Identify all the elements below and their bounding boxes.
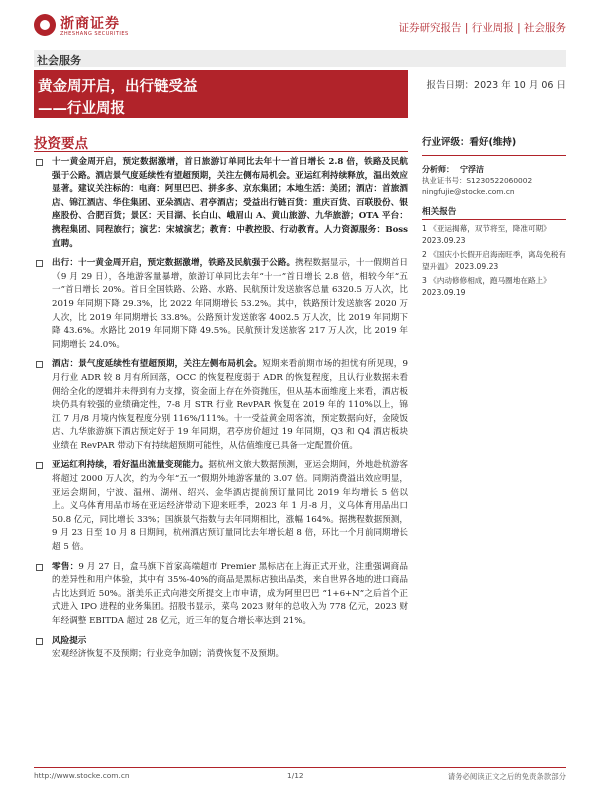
bullet-bold: 零售： (52, 561, 79, 572)
bullet-bold: 酒店：景气度延续性有望超预期，关注左侧布局机会。 (52, 359, 263, 370)
report-date: 报告日期：2023 年 10 月 06 日 (426, 80, 566, 91)
company-logo-icon (34, 14, 56, 36)
bullet-bold: 风险提示 (52, 635, 87, 646)
page-number: 1/12 (287, 771, 304, 780)
title-band (34, 70, 408, 118)
bullet-summary (34, 156, 408, 251)
bullet-bold: 亚运红利持续，看好温出流量变现能力。 (52, 460, 209, 471)
analyst-cert: 执业证书号：S1230522060002 (422, 176, 533, 185)
footer-website[interactable]: http://www.stocke.com.cn (34, 771, 130, 780)
footer-divider (34, 767, 566, 768)
section-title: 投资要点 (34, 136, 88, 152)
bullet-box-icon (36, 361, 43, 368)
bullet-retail (34, 561, 408, 629)
bullet-bold: 十一黄金周开启，预定数据激增，首日旅游订单同比去年十一首日增长 2.8 倍，铁路及民航强于公路。酒店景气度延续性有望超预期，关注左侧布局机会。亚运红利持续释放，温出效应显著。建议关注标的：电商：阿里巴巴、拼多多、京东集团；本地生活：美团；酒店：首旅酒店、锦江酒店、华住集团、亚朵酒店、君亭酒店；受益出行链百货：重庆百货、百联股份、银座股份、合肥百货；景区：天目湖、长白山、峨眉山 A、黄山旅游、九华旅游；OTA 平台：携程集团、同程旅行；演艺：宋城演艺；教育：中教控股、行动教育。人力资源服务：Boss 直聘。 (52, 157, 408, 249)
bullet-text: 宏观经济恢复不及预期；行业竞争加剧；消费恢复不及预期。 (52, 649, 285, 660)
section-heading (34, 130, 408, 152)
bullet-text: 短期来看前期市场的担忧有所见现，9 月行业 ADR 较 8 月有所回落，OCC 的恢复程度弱于 ADR 的恢复程度，且认行业数据未看佣给全化的逻辑并未得到有力支撑，资金面上存在外资抛压，但从基本面维度上来看，酒店板块仍具有较强的业绩确定性，7-8 月 STR 行业 RevPAR 恢复在 2019 年的 110%以上，锦江 7 月/8 月境内恢复程度分别 116%/111%。十一受益黄金周客流，预定数据向好，金陵饭店、九华旅游旗下酒店预定好于 19 年同期，君亭房价超过 19 年同期，Q3 和 Q4 酒店板块业绩在 RevPAR 带动下有持续超预期可能性，从估值维度已具备一定配置价值。 (52, 359, 408, 451)
related-report-item[interactable]: 3 《内动修修相成，跑马圈地在路上》 2023.09.19 (422, 276, 551, 297)
main-content (34, 156, 408, 668)
bullet-box-icon (36, 260, 43, 267)
bullet-risk (34, 635, 408, 649)
bullet-box-icon (36, 638, 43, 645)
analyst-email[interactable]: ningfujie@stocke.com.cn (422, 187, 515, 196)
bullet-text: 携程数据显示，十一假期首日（9 月 29 日），各地游客量暴增，旅游订单同比去年“十一”首日增长 2.8 倍，相较今年“五一”首日增长 20%。首日全国铁路、公路、水路、民航预计发送旅客总量 6320.5 万人次，比 2019 年同期下降 29.3%，比 2022 年同期增长 53.2%。其中，铁路预计发送旅客 2020 万人次，比 2019 年同期增长 33.8%。公路预计发送旅客 4002.5 万人次，比 2019 年同期下降 43.6%。水路比 2019 年同期下降 49.5%。民航预计发送旅客 217 万人次，比 2019 年同期增长 24.0%。 (52, 258, 408, 350)
report-type-label: 证券研究报告 | 行业周报 | 社会服务 (398, 22, 566, 34)
analyst (422, 164, 566, 175)
footer-disclaimer: 请务必阅读正文之后的免责条款部分 (447, 772, 566, 781)
bullet-travel (34, 257, 408, 352)
bullet-hotel (34, 358, 408, 453)
bullet-asian-games (34, 459, 408, 554)
bullet-text: 据杭州文旅大数据预测，亚运会期间，外地赴杭游客将超过 2000 万人次，约为今年“五一”假期外地游客量的 3.07 倍。同期消费溢出效应明显，亚运会期间，宁波、温州、湖州、绍兴、金华酒店提前预订量同比 2019 年均增长 5 倍以上。义乌体育用品市场在亚运经济带动下迎来旺季，2023 年 1 月-8 月，义乌体育用品出口 50.8 亿元，同比增长 33%；国旗景气指数与去年同期相比，涨幅 164%。据携程数据预测，9 月 23 日至 10 月 8 日期间，杭州酒店预订量同比去年增长超 8 倍，环比一个月前同期增长超 5 倍。 (52, 460, 408, 553)
logo-english: ZHESHANG SECURITIES (60, 31, 129, 37)
related-report-item[interactable]: 2 《国庆小长假开启海南旺季，离岛免税有望升温》 2023.09.23 (422, 250, 566, 271)
bullet-box-icon (36, 159, 43, 166)
related-reports-heading: 相关报告 (422, 205, 566, 220)
bullet-box-icon (36, 564, 43, 571)
sidebar (422, 130, 566, 298)
bullet-box-icon (36, 462, 43, 469)
analyst-label: 分析师： (422, 165, 454, 174)
analyst-name: 宁浮洁 (460, 165, 484, 174)
report-title: 黄金周开启，出行链受益 (38, 79, 198, 95)
report-header (34, 12, 566, 42)
bullet-bold: 出行：十一黄金周开启，预定数据激增，铁路及民航强于公路。 (52, 258, 296, 269)
report-subtitle: ——行业周报 (38, 101, 125, 117)
industry-rating: 行业评级：看好(维持) (422, 130, 566, 156)
logo-chinese: 浙商证券 (60, 16, 120, 32)
bullet-text: 9 月 27 日，盒马旗下首家高端超市 Premier 黑标店在上海正式开业，注重强调商品的差异性和用户体验，其中有 35%-40%的商品是黑标店独出品类，来自世界各地的进口商品占比达到近 50%。浙美乐正式向港交所提交上市申请，成为阿里巴巴 “1+6+N”之后首个正式进入 IPO 进程的业务集团。招股书显示，菜鸟 2023 财年的总收入为 778 亿元，2023 财年经调整 EBITDA 超过 28 亿元，近三年的复合增长率达到 21%。 (52, 561, 408, 626)
category-label: 社会服务 (37, 54, 81, 67)
related-report-item[interactable]: 1 《亚运揭幕，双节将至，降准可期》 2023.09.23 (422, 224, 551, 245)
risk-text (34, 648, 408, 662)
category-bar (34, 50, 566, 67)
